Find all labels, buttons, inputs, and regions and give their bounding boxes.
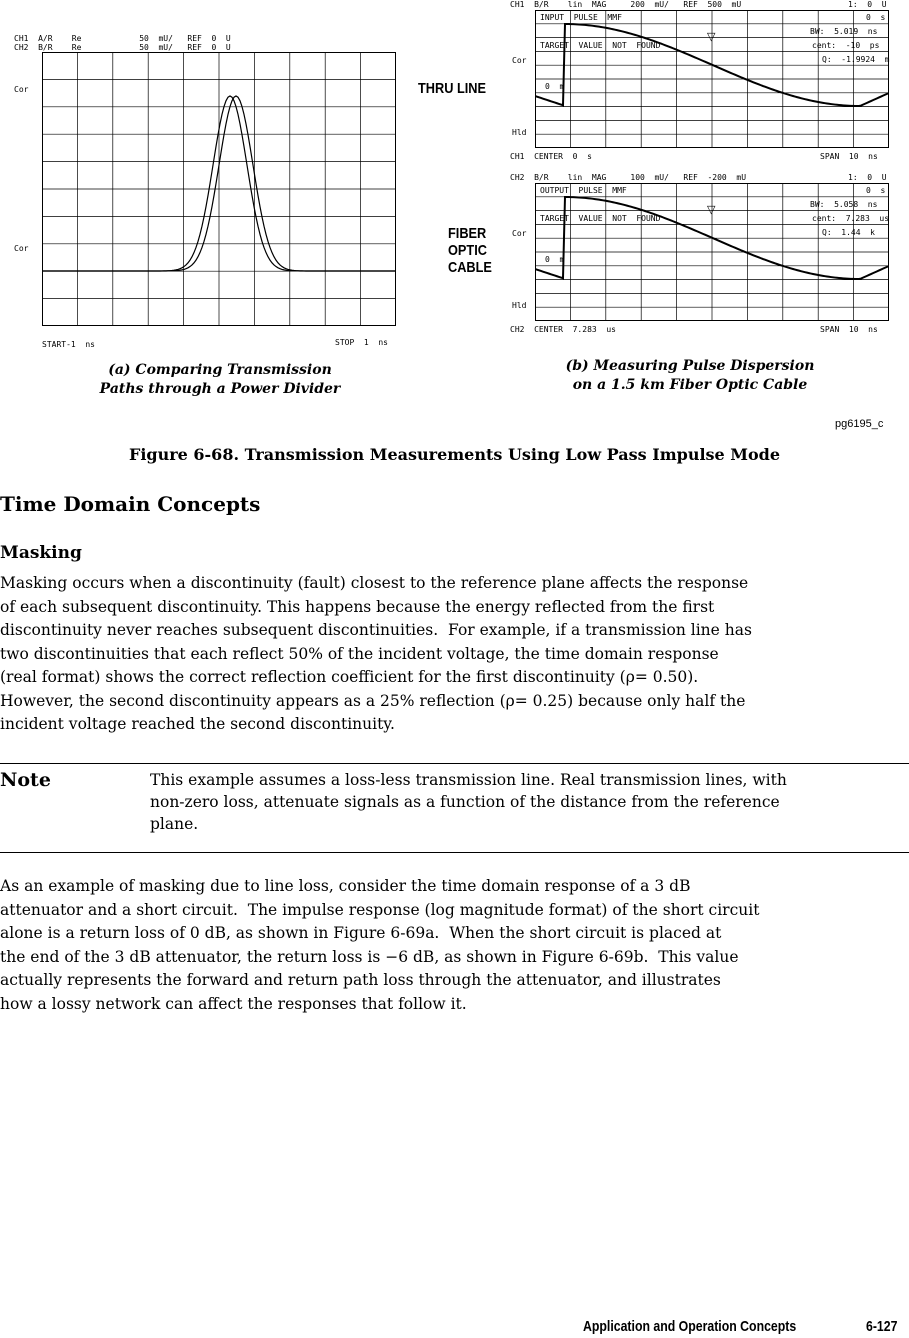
bandwidth-readout: BW: 5.058 ns [810,200,878,209]
text-line: actually represents the forward and return path loss through the attenuator, and illustrates [0,971,721,989]
fiber-label: OPTIC [448,242,487,259]
paragraph-line-loss [0,875,759,1016]
cor-label: Cor [14,85,29,94]
hld-label: Hld [512,301,527,310]
cor-label: Cor [14,244,29,253]
annotation-title: OUTPUT PULSE MMF [540,186,627,195]
text-line: This example assumes a loss-less transmission line. Real transmission lines, with [150,771,787,789]
text-line: discontinuity never reaches subsequent discontinuities. For example, if a transmission line has [0,621,752,639]
plot-header: CH2 B/R lin MAG 100 mU/ REF -200 mU [510,173,747,182]
caption-a-line1: (a) Comparing Transmission [108,362,332,378]
marker-arrow-icon: ▽ [707,203,716,216]
page-number: 6-127 [866,1318,898,1335]
text-line: two discontinuities that each reflect 50% of the incident voltage, the time domain response [0,644,719,663]
bandwidth-readout: BW: 5.019 ns [810,27,878,36]
distance-readout: 0 m [545,82,565,91]
thru-line-label: THRU LINE [418,80,486,97]
text-line: attenuator and a short circuit. The impulse response (log magnitude format) of the short circuit [0,900,760,919]
note-top-rule [0,763,909,764]
annotation-value: 0 s [866,13,886,22]
left-header-ch2: CH2 B/R Re 50 mU/ REF 0 U [14,43,231,52]
center-label: CH2 CENTER 7.283 us [510,325,616,334]
text-line: the end of the 3 dB attenuator, the return loss is −6 dB, as shown in Figure 6-69b. This value [0,947,739,966]
caption-a-line2: Paths through a Power Divider [99,381,341,397]
section-heading: Time Domain Concepts [0,492,261,516]
span-label: SPAN 10 ns [820,152,878,161]
hld-label: Hld [512,128,527,137]
footer-section: Application and Operation Concepts [583,1318,797,1335]
text-line: Masking occurs when a discontinuity (fault) closest to the reference plane affects the response [0,574,749,592]
start-label: START-1 ns [42,340,95,349]
text-line: plane. [150,815,199,833]
marker-readout: 1: 0 U [848,0,887,9]
annotation-value: 0 s [866,186,886,195]
text-line: (real format) shows the correct reflection coefficient for the first discontinuity (ρ= 0.50). [0,668,699,686]
subsection-heading: Masking [0,543,82,563]
note-text [150,769,787,835]
fiber-label: FIBER [448,225,487,242]
left-header-ch1: CH1 A/R Re 50 mU/ REF 0 U [14,34,231,43]
text-line: how a lossy network can affect the responses that follow it. [0,994,467,1013]
q-readout: Q: 1.44 k [822,228,875,237]
text-line: incident voltage reached the second discontinuity. [0,715,395,733]
paragraph-masking [0,572,752,737]
text-line: However, the second discontinuity appears as a 25% reflection (ρ= 0.25) because only half the [0,691,746,710]
text-line: alone is a return loss of 0 dB, as shown in Figure 6-69a. When the short circuit is placed at [0,924,722,942]
text-line: As an example of masking due to line loss, consider the time domain response of a 3 dB [0,877,691,895]
q-readout: Q: -1.9924 m [822,55,890,64]
center-label: CH1 CENTER 0 s [510,152,592,161]
distance-readout: 0 m [545,255,565,264]
text-line: non-zero loss, attenuate signals as a function of the distance from the reference [150,793,780,811]
center-readout: cent: 7.283 us [812,214,890,223]
cor-label: Cor [512,229,527,238]
caption-b-line2: on a 1.5 km Fiber Optic Cable [572,377,808,393]
span-label: SPAN 10 ns [820,325,878,334]
note-label: Note [0,769,51,791]
left-grid [42,52,396,326]
figure-title: Figure 6-68. Transmission Measurements Using Low Pass Impulse Mode [128,445,781,464]
figure-id: pg6195_c [835,418,884,430]
target-message: TARGET VALUE NOT FOUND [540,214,661,223]
note-bottom-rule [0,852,909,853]
caption-b-line1: (b) Measuring Pulse Dispersion [565,358,815,374]
cor-label: Cor [512,56,527,65]
marker-arrow-icon: ▽ [707,30,716,43]
fiber-label: CABLE [448,259,492,276]
marker-readout: 1: 0 U [848,173,887,182]
text-line: of each subsequent discontinuity. This happens because the energy reflected from the first [0,597,715,616]
annotation-title: INPUT PULSE MMF [540,13,622,22]
plot-header: CH1 B/R lin MAG 200 mU/ REF 500 mU [510,0,742,9]
target-message: TARGET VALUE NOT FOUND [540,41,661,50]
center-readout: cent: -10 ps [812,41,880,50]
stop-label: STOP 1 ns [335,338,388,347]
